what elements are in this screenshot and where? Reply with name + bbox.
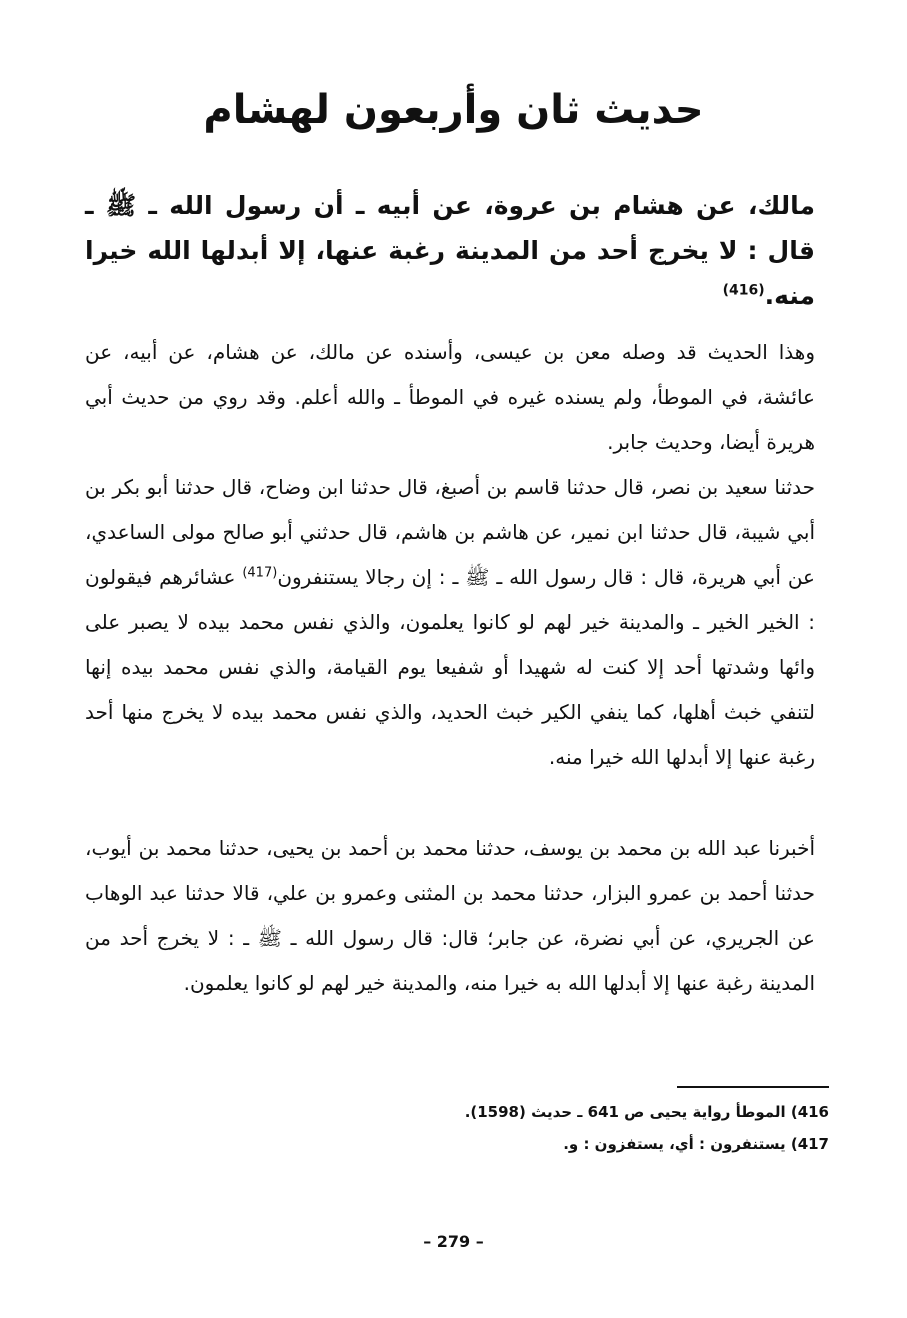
footnote-416 [89,1096,829,1128]
footnote-number: 416) [790,1103,829,1121]
paragraph-text: أخبرنا عبد الله بن محمد بن يوسف، حدثنا محمد بن أحمد بن يحيى، حدثنا محمد بن أيوب، حدثنا أحمد بن عمرو البزار، حدثنا محمد بن المثنى وعمرو بن علي، قالا حدثنا عبد الوهاب عن الجريري، عن أبي نضرة، عن جابر؛ قال: قال رسول الله ـ ﷺ ـ : لا يخرج أحد من المدينة رغبة عنها إلا أبدلها الله به خيرا منه، والمدينة خير لهم لو كانوا يعلمون. [85,836,815,995]
hadith-matn-text: مالك، عن هشام بن عروة، عن أبيه ـ أن رسول الله ـ ﷺ ـ قال : لا يخرج أحد من المدينة رغبة عنها، إلا أبدلها الله خيرا منه. [85,191,815,310]
footnote-ref-416: (416) [722,282,765,299]
hadith-matn [85,183,815,318]
isnad-paragraph [85,465,815,780]
page-number: – 279 – [423,1232,484,1251]
commentary-paragraph [85,330,815,465]
paragraph-text-continued: عشائرهم فيقولون : الخير الخير ـ والمدينة خير لهم لو كانوا يعلمون، والذي نفس محمد بيده لا يصبر على وائها وشدتها أحد إلا كنت له شهيدا أو شفيعا يوم القيامة، والذي نفس محمد بيده إنها لتنفي خبث أهلها، كما ينفي الكير خبث الحديد، والذي نفس محمد بيده لا يخرج منها أحد رغبة عنها إلا أبدلها الله خيرا منه. [85,565,815,769]
footnote-text: الموطأ رواية يحيى ص 641 ـ حديث (1598). [464,1103,786,1121]
footnote-417 [89,1128,829,1160]
footnote-ref-417: (417) [242,565,278,581]
footnote-number: 417) [790,1135,829,1153]
footnote-separator [677,1086,829,1088]
footnotes [89,1096,829,1160]
isnad-paragraph [85,826,815,1006]
footnote-text: يستنفرون : أي، يستفزون : و. [563,1135,786,1153]
paragraph-text: وهذا الحديث قد وصله معن بن عيسى، وأسنده عن مالك، عن هشام، عن أبيه، عن عائشة، في الموطأ، ولم يسنده غيره في الموطأ ـ والله أعلم. وقد روي من حديث أبي هريرة أيضا، وحديث جابر. [85,340,815,454]
chapter-title: حديث ثان وأربعون لهشام [203,87,704,133]
paragraph-text: حدثنا سعيد بن نصر، قال حدثنا قاسم بن أصبغ، قال حدثنا ابن وضاح، قال حدثنا أبو بكر بن أبي شيبة، قال حدثنا ابن نمير، عن هاشم بن هاشم، قال حدثني أبو صالح مولى الساعدي، عن أبي هريرة، قال : قال رسول الله ـ ﷺ ـ : إن رجالا يستنفرون [85,475,815,589]
